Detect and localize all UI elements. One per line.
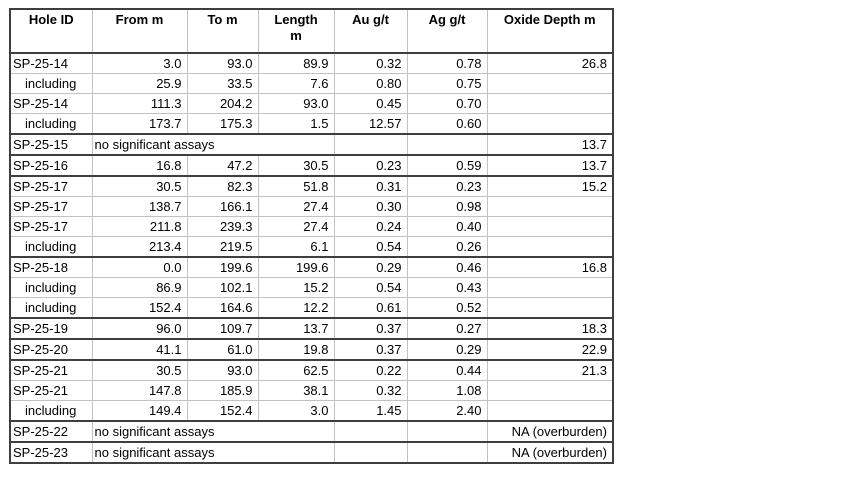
table-row	[10, 94, 613, 114]
ag-gt-cell	[407, 134, 487, 155]
from-m-cell: 0.0	[92, 257, 187, 278]
au-gt-cell: 0.24	[334, 217, 407, 237]
length-m-cell: 38.1	[258, 381, 334, 401]
from-m-cell: 213.4	[92, 237, 187, 258]
col-header-hole-id-label: Hole ID	[28, 12, 74, 27]
from-m-cell: 30.5	[92, 176, 187, 197]
table-row	[10, 176, 613, 197]
hole-id-cell: SP-25-21	[10, 381, 92, 401]
col-header-oxide-depth-label: Oxide Depth m	[503, 12, 596, 27]
au-gt-cell: 0.32	[334, 53, 407, 74]
from-m-cell: 41.1	[92, 339, 187, 360]
no-significant-assays-cell: no significant assays	[92, 134, 334, 155]
oxide-depth-cell: 22.9	[487, 339, 613, 360]
hole-id-cell: including	[10, 74, 92, 94]
ag-gt-cell: 1.08	[407, 381, 487, 401]
length-m-cell: 89.9	[258, 53, 334, 74]
oxide-depth-cell: NA (overburden)	[487, 421, 613, 442]
hole-id-cell: SP-25-18	[10, 257, 92, 278]
oxide-depth-cell	[487, 278, 613, 298]
au-gt-cell: 0.30	[334, 197, 407, 217]
length-m-cell: 93.0	[258, 94, 334, 114]
length-m-cell: 62.5	[258, 360, 334, 381]
col-header-hole-id	[10, 9, 92, 53]
table-row	[10, 155, 613, 176]
length-m-cell: 51.8	[258, 176, 334, 197]
table-row	[10, 360, 613, 381]
au-gt-cell: 0.54	[334, 237, 407, 258]
table-row	[10, 237, 613, 258]
ag-gt-cell: 0.29	[407, 339, 487, 360]
from-m-cell: 138.7	[92, 197, 187, 217]
au-gt-cell: 0.29	[334, 257, 407, 278]
to-m-cell: 164.6	[187, 298, 258, 319]
au-gt-cell	[334, 421, 407, 442]
hole-id-cell: including	[10, 401, 92, 422]
length-m-cell: 30.5	[258, 155, 334, 176]
oxide-depth-cell	[487, 94, 613, 114]
ag-gt-cell: 0.44	[407, 360, 487, 381]
au-gt-cell: 0.23	[334, 155, 407, 176]
au-gt-cell	[334, 442, 407, 463]
no-significant-assays-cell: no significant assays	[92, 421, 334, 442]
from-m-cell: 211.8	[92, 217, 187, 237]
oxide-depth-cell: 18.3	[487, 318, 613, 339]
hole-id-cell: including	[10, 298, 92, 319]
hole-id-cell: SP-25-23	[10, 442, 92, 463]
col-header-length-m-label: Length m	[274, 12, 318, 44]
assay-results-table	[9, 8, 614, 464]
to-m-cell: 175.3	[187, 114, 258, 135]
table-row	[10, 339, 613, 360]
ag-gt-cell: 0.98	[407, 197, 487, 217]
col-header-ag-gt-label: Ag g/t	[428, 12, 466, 27]
hole-id-cell: SP-25-17	[10, 197, 92, 217]
to-m-cell: 93.0	[187, 53, 258, 74]
oxide-depth-cell: 21.3	[487, 360, 613, 381]
to-m-cell: 219.5	[187, 237, 258, 258]
hole-id-cell: SP-25-19	[10, 318, 92, 339]
col-header-length-m	[258, 9, 334, 53]
au-gt-cell: 0.22	[334, 360, 407, 381]
au-gt-cell	[334, 134, 407, 155]
ag-gt-cell: 0.52	[407, 298, 487, 319]
oxide-depth-cell	[487, 197, 613, 217]
to-m-cell: 33.5	[187, 74, 258, 94]
table-row	[10, 74, 613, 94]
hole-id-cell: SP-25-20	[10, 339, 92, 360]
au-gt-cell: 0.31	[334, 176, 407, 197]
table-row	[10, 134, 613, 155]
table-row	[10, 257, 613, 278]
hole-id-cell: SP-25-22	[10, 421, 92, 442]
ag-gt-cell: 0.26	[407, 237, 487, 258]
col-header-au-gt	[334, 9, 407, 53]
col-header-to-m-label: To m	[207, 12, 238, 27]
hole-id-cell: SP-25-17	[10, 217, 92, 237]
ag-gt-cell	[407, 421, 487, 442]
ag-gt-cell	[407, 442, 487, 463]
length-m-cell: 13.7	[258, 318, 334, 339]
ag-gt-cell: 0.27	[407, 318, 487, 339]
to-m-cell: 61.0	[187, 339, 258, 360]
ag-gt-cell: 0.59	[407, 155, 487, 176]
hole-id-cell: including	[10, 237, 92, 258]
from-m-cell: 149.4	[92, 401, 187, 422]
ag-gt-cell: 0.40	[407, 217, 487, 237]
au-gt-cell: 0.37	[334, 318, 407, 339]
from-m-cell: 152.4	[92, 298, 187, 319]
from-m-cell: 25.9	[92, 74, 187, 94]
ag-gt-cell: 0.60	[407, 114, 487, 135]
from-m-cell: 3.0	[92, 53, 187, 74]
length-m-cell: 6.1	[258, 237, 334, 258]
oxide-depth-cell: 13.7	[487, 155, 613, 176]
oxide-depth-cell: NA (overburden)	[487, 442, 613, 463]
to-m-cell: 166.1	[187, 197, 258, 217]
au-gt-cell: 0.61	[334, 298, 407, 319]
length-m-cell: 27.4	[258, 217, 334, 237]
oxide-depth-cell: 16.8	[487, 257, 613, 278]
hole-id-cell: including	[10, 114, 92, 135]
au-gt-cell: 1.45	[334, 401, 407, 422]
oxide-depth-cell	[487, 217, 613, 237]
to-m-cell: 47.2	[187, 155, 258, 176]
table-row	[10, 381, 613, 401]
col-header-au-gt-label: Au g/t	[352, 12, 389, 27]
from-m-cell: 111.3	[92, 94, 187, 114]
table-row	[10, 401, 613, 422]
to-m-cell: 239.3	[187, 217, 258, 237]
assay-table-body	[10, 53, 613, 463]
au-gt-cell: 0.37	[334, 339, 407, 360]
ag-gt-cell: 0.46	[407, 257, 487, 278]
col-header-oxide-depth	[487, 9, 613, 53]
ag-gt-cell: 0.70	[407, 94, 487, 114]
to-m-cell: 109.7	[187, 318, 258, 339]
from-m-cell: 16.8	[92, 155, 187, 176]
col-header-ag-gt	[407, 9, 487, 53]
au-gt-cell: 0.45	[334, 94, 407, 114]
hole-id-cell: SP-25-14	[10, 94, 92, 114]
hole-id-cell: SP-25-21	[10, 360, 92, 381]
table-row	[10, 318, 613, 339]
length-m-cell: 19.8	[258, 339, 334, 360]
from-m-cell: 30.5	[92, 360, 187, 381]
to-m-cell: 185.9	[187, 381, 258, 401]
oxide-depth-cell: 15.2	[487, 176, 613, 197]
oxide-depth-cell	[487, 401, 613, 422]
ag-gt-cell: 2.40	[407, 401, 487, 422]
table-row	[10, 298, 613, 319]
length-m-cell: 27.4	[258, 197, 334, 217]
hole-id-cell: SP-25-16	[10, 155, 92, 176]
au-gt-cell: 0.32	[334, 381, 407, 401]
to-m-cell: 93.0	[187, 360, 258, 381]
table-row	[10, 53, 613, 74]
length-m-cell: 1.5	[258, 114, 334, 135]
length-m-cell: 7.6	[258, 74, 334, 94]
oxide-depth-cell	[487, 237, 613, 258]
from-m-cell: 86.9	[92, 278, 187, 298]
length-m-cell: 15.2	[258, 278, 334, 298]
ag-gt-cell: 0.75	[407, 74, 487, 94]
oxide-depth-cell: 26.8	[487, 53, 613, 74]
from-m-cell: 96.0	[92, 318, 187, 339]
oxide-depth-cell: 13.7	[487, 134, 613, 155]
au-gt-cell: 0.80	[334, 74, 407, 94]
table-row	[10, 114, 613, 135]
header-row	[10, 9, 613, 53]
table-row	[10, 442, 613, 463]
ag-gt-cell: 0.43	[407, 278, 487, 298]
from-m-cell: 173.7	[92, 114, 187, 135]
col-header-from-m	[92, 9, 187, 53]
au-gt-cell: 0.54	[334, 278, 407, 298]
col-header-from-m-label: From m	[115, 12, 164, 27]
ag-gt-cell: 0.78	[407, 53, 487, 74]
hole-id-cell: including	[10, 278, 92, 298]
length-m-cell: 199.6	[258, 257, 334, 278]
col-header-to-m	[187, 9, 258, 53]
oxide-depth-cell	[487, 114, 613, 135]
no-significant-assays-cell: no significant assays	[92, 442, 334, 463]
to-m-cell: 199.6	[187, 257, 258, 278]
table-row	[10, 421, 613, 442]
table-row	[10, 217, 613, 237]
table-row	[10, 197, 613, 217]
oxide-depth-cell	[487, 298, 613, 319]
to-m-cell: 102.1	[187, 278, 258, 298]
hole-id-cell: SP-25-14	[10, 53, 92, 74]
to-m-cell: 82.3	[187, 176, 258, 197]
length-m-cell: 3.0	[258, 401, 334, 422]
to-m-cell: 204.2	[187, 94, 258, 114]
table-header	[10, 9, 613, 53]
ag-gt-cell: 0.23	[407, 176, 487, 197]
to-m-cell: 152.4	[187, 401, 258, 422]
oxide-depth-cell	[487, 74, 613, 94]
table-row	[10, 278, 613, 298]
oxide-depth-cell	[487, 381, 613, 401]
length-m-cell: 12.2	[258, 298, 334, 319]
au-gt-cell: 12.57	[334, 114, 407, 135]
hole-id-cell: SP-25-17	[10, 176, 92, 197]
from-m-cell: 147.8	[92, 381, 187, 401]
hole-id-cell: SP-25-15	[10, 134, 92, 155]
